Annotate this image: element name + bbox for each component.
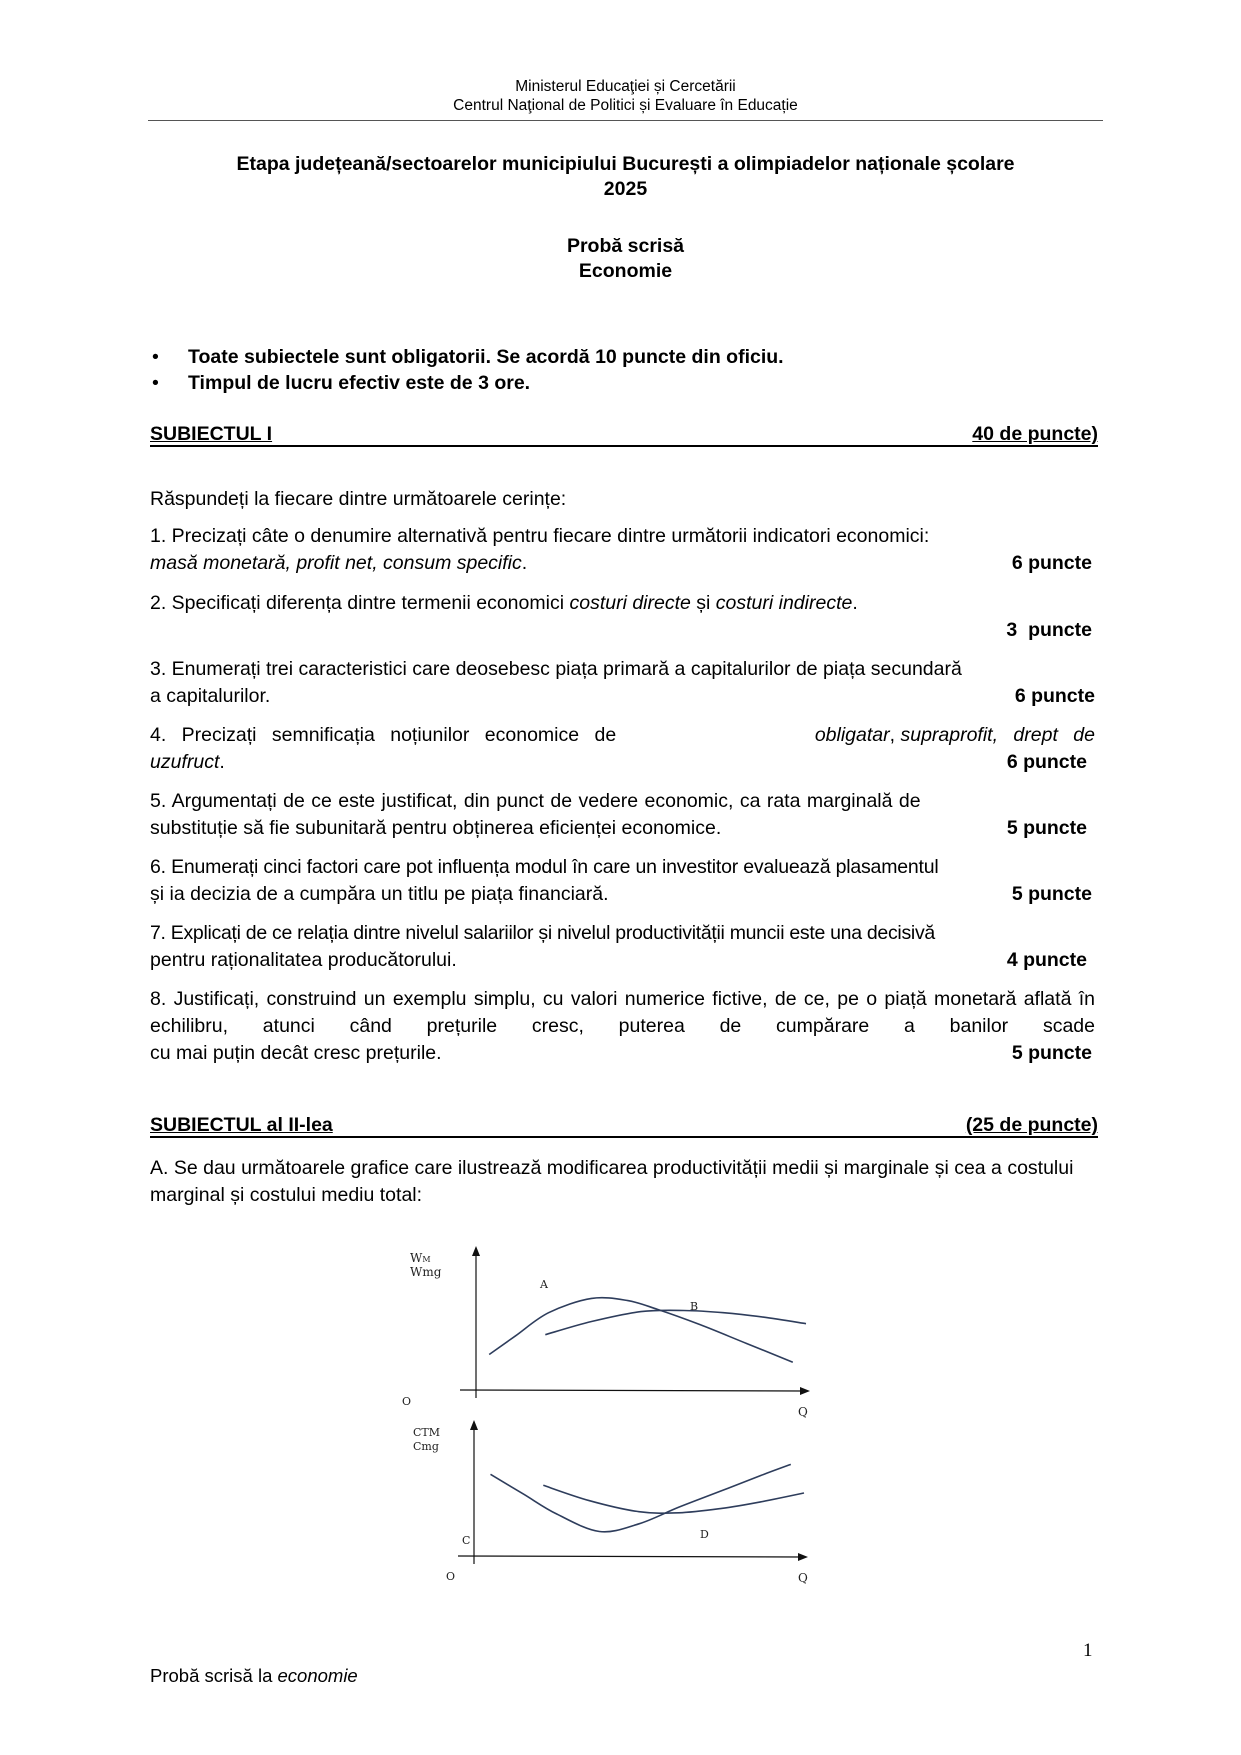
question-8 xyxy=(150,986,1095,1067)
subject2-heading xyxy=(150,1114,1098,1138)
footer-subject: economie xyxy=(277,1665,358,1686)
chart2-x-axis xyxy=(458,1556,802,1557)
subject2-points: (25 de puncte) xyxy=(965,1114,1098,1136)
curve-label-b: B xyxy=(690,1300,699,1313)
curve-label-a: A xyxy=(540,1278,548,1291)
header-center: Centrul Naţional de Politici și Evaluare în Educație xyxy=(453,97,798,114)
question-4-mid: , xyxy=(889,724,901,746)
exam-year: 2025 xyxy=(603,178,648,200)
question-4 xyxy=(150,722,1095,776)
exam-title: Etapa județeană/sectoarelor municipiului București a olimpiadelor naționale școlare xyxy=(236,153,1015,175)
exam-subject: Economie xyxy=(578,260,673,282)
question-6-tail: și ia decizia de a cumpăra un titlu pe piața financiară. xyxy=(150,883,609,905)
curve-c xyxy=(491,1464,791,1531)
question-7-tail: pentru raționalitatea producătorului. xyxy=(150,949,457,971)
question-1 xyxy=(150,523,1095,577)
question-4-term3: uzufruct xyxy=(150,751,220,773)
question-1-points: 6 puncte xyxy=(1011,552,1092,574)
footer-prefix: Probă scrisă la xyxy=(150,1665,278,1686)
question-2-term2: costuri indirecte xyxy=(715,592,853,614)
subject1-heading xyxy=(150,423,1098,447)
question-2-text: 2. Specificați diferența dintre termenii economici xyxy=(150,592,565,614)
chart1-y-arrow xyxy=(472,1246,480,1256)
chart2-ylabel-1: CTM xyxy=(413,1426,441,1439)
question-1-terms: masă monetară, profit net, consum specific xyxy=(150,552,522,574)
chart1-x-arrow xyxy=(800,1387,810,1395)
instruction-item: • Toate subiectele sunt obligatorii. Se acordă 10 puncte din oficiu. xyxy=(152,344,1102,370)
subject1-points: 40 de puncte) xyxy=(972,423,1098,445)
question-5-points: 5 puncte xyxy=(1006,817,1087,839)
question-4-text: 4. Precizați semnificația noțiunilor economice de xyxy=(150,724,617,746)
question-7 xyxy=(150,920,1095,974)
chart2-x-arrow xyxy=(798,1553,808,1561)
chart2-ylabel-2: Cmg xyxy=(413,1440,439,1453)
question-2-mid: și xyxy=(690,592,716,614)
chart2-series xyxy=(462,1464,804,1547)
question-2-tail: . xyxy=(852,592,858,614)
question-6 xyxy=(150,854,1095,908)
question-5-tail: substituție să fie subunitară pentru obținerea eficienței economice. xyxy=(150,817,722,839)
question-2-points: 3 puncte xyxy=(1006,619,1092,641)
question-3-points: 6 puncte xyxy=(1014,685,1095,707)
question-8-points: 5 puncte xyxy=(1011,1042,1092,1064)
instruction-item: • Timpul de lucru efectiv este de 3 ore. xyxy=(152,370,1102,396)
question-7-text: 7. Explicați de ce relația dintre nivelul salariilor și nivelul productivității muncii este una decisivă xyxy=(150,922,935,944)
question-4-term1: obligatar xyxy=(814,724,890,746)
chart1-xlabel: Q xyxy=(798,1405,808,1419)
question-8-text: 8. Justificați, construind un exemplu simplu, cu valori numerice fictive, de ce, pe o piață monetară aflată în echilibru, atunci când prețurile cresc, puterea de cumpărare a banilor scade xyxy=(150,988,1095,1037)
page-footer xyxy=(150,1665,358,1687)
instructions-list xyxy=(152,344,1102,396)
question-1-tail: . xyxy=(521,552,528,574)
page-number: 1 xyxy=(1083,1640,1093,1661)
question-4-term2: supraprofit, drept de xyxy=(900,724,1095,746)
question-8-tail: cu mai puțin decât cresc prețurile. xyxy=(150,1042,442,1064)
question-6-text: 6. Enumerați cinci factori care pot influența modul în care un investitor evaluează plasamentul xyxy=(150,856,939,878)
question-5-text: 5. Argumentați de ce este justificat, din punct de vedere economic, ca rata marginală de xyxy=(150,790,921,812)
subject2-partA: A. Se dau următoarele grafice care ilustrează modificarea productivității medii și marginale și cea a costului marginal și costului mediu total: xyxy=(150,1157,1074,1206)
question-3-tail: a capitalurilor. xyxy=(150,685,271,707)
subject1-title: SUBIECTUL I xyxy=(150,423,273,445)
chart2-origin: O xyxy=(446,1570,456,1583)
productivity-chart xyxy=(390,1240,850,1420)
curve-b xyxy=(545,1310,806,1334)
question-4-tail: . xyxy=(219,751,225,773)
question-2-term1: costuri directe xyxy=(569,592,691,614)
productivity-chart-svg xyxy=(390,1240,850,1420)
subject2-title xyxy=(150,1114,333,1136)
subject2-title-text: SUBIECTUL al II-lea xyxy=(150,1114,333,1136)
curve-label-d: D xyxy=(700,1528,709,1541)
question-3 xyxy=(150,656,1095,710)
question-1-text: 1. Precizați câte o denumire alternativă pentru fiecare dintre următorii indicatori economici: xyxy=(150,525,930,547)
curve-label-c: C xyxy=(462,1534,471,1547)
chart1-axes xyxy=(460,1246,810,1398)
header-ministry: Ministerul Educaţiei și Cercetării xyxy=(515,78,736,95)
question-5 xyxy=(150,788,1095,842)
question-6-points: 5 puncte xyxy=(1011,883,1092,905)
chart1-ylabel-1: WM xyxy=(410,1251,431,1265)
chart2-axes xyxy=(458,1420,808,1564)
question-4-points: 6 puncte xyxy=(1006,751,1087,773)
question-2 xyxy=(150,590,1095,644)
subject1-intro: Răspundeți la fiecare dintre următoarele cerințe: xyxy=(150,488,567,510)
exam-type: Probă scrisă xyxy=(566,235,685,257)
chart1-x-axis xyxy=(460,1390,804,1391)
question-3-text: 3. Enumerați trei caracteristici care deosebesc piața primară a capitalurilor de piața secundară xyxy=(150,658,962,680)
chart1-origin: O xyxy=(402,1395,412,1408)
cost-chart-svg xyxy=(390,1416,850,1596)
curve-a xyxy=(489,1298,793,1363)
chart2-xlabel: Q xyxy=(798,1571,808,1585)
chart2-y-arrow xyxy=(470,1420,478,1430)
header-divider xyxy=(148,120,1103,121)
question-7-points: 4 puncte xyxy=(1006,949,1087,971)
chart1-series xyxy=(489,1278,806,1362)
cost-chart xyxy=(390,1416,850,1596)
chart1-ylabel-2: Wmg xyxy=(410,1265,442,1279)
